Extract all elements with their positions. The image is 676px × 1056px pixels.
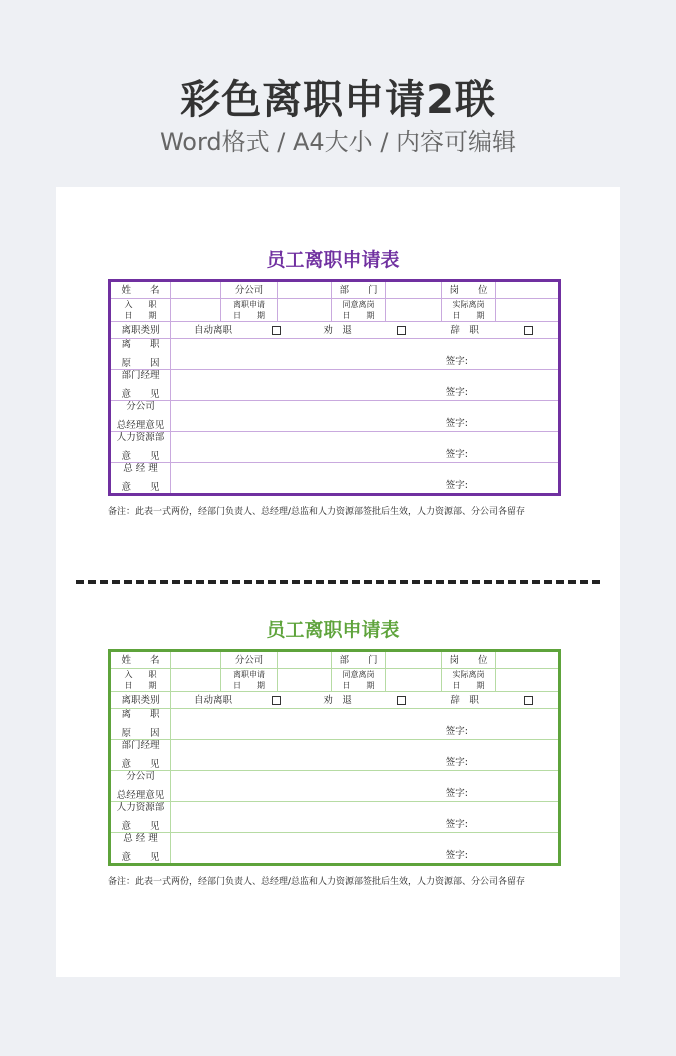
- entry-date-field[interactable]: [171, 299, 221, 322]
- opt-dismiss-label: 劝 退: [323, 694, 352, 706]
- opt-dismiss-checkbox[interactable]: [397, 696, 406, 705]
- position-field[interactable]: [496, 651, 560, 669]
- branch-label: 分公司: [221, 651, 278, 669]
- sign-label: 签字:: [445, 726, 468, 737]
- cut-line-divider: [76, 580, 600, 584]
- dept-manager-field[interactable]: [171, 370, 560, 401]
- opt-auto-label: 自动离职: [193, 324, 232, 336]
- sign-label: 签字:: [445, 418, 468, 429]
- dept-label: 部 门: [332, 651, 386, 669]
- type-options: [171, 692, 560, 709]
- opt-auto-checkbox[interactable]: [272, 326, 281, 335]
- document-page: [56, 187, 620, 977]
- sign-label: 签字:: [445, 449, 468, 460]
- opt-resign-checkbox[interactable]: [524, 326, 533, 335]
- reason-label: 离 职 原 因: [110, 709, 171, 740]
- opt-resign-label: 辞 职: [450, 694, 479, 706]
- name-field[interactable]: [171, 651, 221, 669]
- type-label: 离职类别: [110, 692, 171, 709]
- name-label: 姓 名: [110, 281, 171, 299]
- entry-date-label: 入 职 日 期: [110, 299, 171, 322]
- dept-manager-label: 部门经理 意 见: [110, 740, 171, 771]
- branch-gm-label: 分公司 总经理意见: [110, 771, 171, 802]
- agree-date-label: 同意离岗 日 期: [332, 299, 386, 322]
- dept-field[interactable]: [386, 281, 442, 299]
- apply-date-label: 离职申请 日 期: [221, 299, 278, 322]
- branch-gm-field[interactable]: [171, 771, 560, 802]
- gm-label: 总 经 理 意 见: [110, 463, 171, 495]
- actual-date-label: 实际离岗 日 期: [442, 669, 496, 692]
- dept-label: 部 门: [332, 281, 386, 299]
- sign-label: 签字:: [445, 757, 468, 768]
- type-options: [171, 322, 560, 339]
- sign-label: 签字:: [445, 356, 468, 367]
- form-title: 员工离职申请表: [266, 619, 400, 641]
- page-title: 彩色离职申请2联: [180, 77, 496, 123]
- apply-date-label: 离职申请 日 期: [221, 669, 278, 692]
- sign-label: 签字:: [445, 819, 468, 830]
- sign-label: 签字:: [445, 387, 468, 398]
- hr-field[interactable]: [171, 802, 560, 833]
- sign-label: 签字:: [445, 788, 468, 799]
- actual-date-field[interactable]: [496, 299, 560, 322]
- apply-date-field[interactable]: [278, 669, 332, 692]
- opt-auto-label: 自动离职: [193, 694, 232, 706]
- apply-date-field[interactable]: [278, 299, 332, 322]
- hr-label: 人力资源部 意 见: [110, 432, 171, 463]
- gm-label: 总 经 理 意 见: [110, 833, 171, 865]
- form-table: [108, 279, 561, 496]
- opt-resign-checkbox[interactable]: [524, 696, 533, 705]
- page-subtitle: Word格式 / A4大小 / 内容可编辑: [159, 128, 517, 156]
- reason-field[interactable]: [171, 339, 560, 370]
- branch-label: 分公司: [221, 281, 278, 299]
- hr-field[interactable]: [171, 432, 560, 463]
- position-field[interactable]: [496, 281, 560, 299]
- hr-label: 人力资源部 意 见: [110, 802, 171, 833]
- actual-date-label: 实际离岗 日 期: [442, 299, 496, 322]
- reason-label: 离 职 原 因: [110, 339, 171, 370]
- position-label: 岗 位: [442, 651, 496, 669]
- sign-label: 签字:: [445, 480, 468, 491]
- opt-dismiss-label: 劝 退: [323, 324, 352, 336]
- resignation-form-copy-1: [108, 245, 558, 517]
- gm-field[interactable]: [171, 463, 560, 495]
- actual-date-field[interactable]: [496, 669, 560, 692]
- reason-field[interactable]: [171, 709, 560, 740]
- opt-auto-checkbox[interactable]: [272, 696, 281, 705]
- agree-date-field[interactable]: [386, 669, 442, 692]
- dept-field[interactable]: [386, 651, 442, 669]
- resignation-form-copy-2: [108, 615, 558, 887]
- entry-date-field[interactable]: [171, 669, 221, 692]
- branch-gm-label: 分公司 总经理意见: [110, 401, 171, 432]
- opt-resign-label: 辞 职: [450, 324, 479, 336]
- branch-field[interactable]: [278, 281, 332, 299]
- entry-date-label: 入 职 日 期: [110, 669, 171, 692]
- agree-date-field[interactable]: [386, 299, 442, 322]
- name-field[interactable]: [171, 281, 221, 299]
- branch-gm-field[interactable]: [171, 401, 560, 432]
- position-label: 岗 位: [442, 281, 496, 299]
- type-label: 离职类别: [110, 322, 171, 339]
- name-label: 姓 名: [110, 651, 171, 669]
- form-note: 备注：此表一式两份，经部门负责人、总经理/总监和人力资源部签批后生效，人力资源部、分公司各留存: [108, 507, 526, 517]
- dept-manager-field[interactable]: [171, 740, 560, 771]
- form-title: 员工离职申请表: [266, 249, 400, 271]
- agree-date-label: 同意离岗 日 期: [332, 669, 386, 692]
- gm-field[interactable]: [171, 833, 560, 865]
- opt-dismiss-checkbox[interactable]: [397, 326, 406, 335]
- form-table: [108, 649, 561, 866]
- branch-field[interactable]: [278, 651, 332, 669]
- dept-manager-label: 部门经理 意 见: [110, 370, 171, 401]
- form-note: 备注：此表一式两份，经部门负责人、总经理/总监和人力资源部签批后生效，人力资源部、分公司各留存: [108, 877, 526, 887]
- sign-label: 签字:: [445, 850, 468, 861]
